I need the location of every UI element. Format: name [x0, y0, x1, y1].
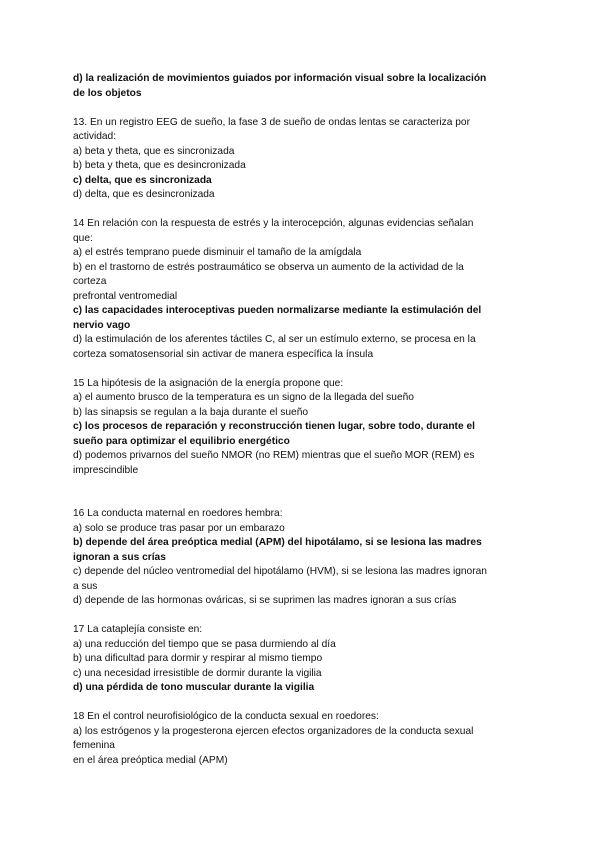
text-line: d) delta, que es desincronizada — [73, 189, 215, 200]
paragraph-gap — [73, 101, 533, 116]
correct-answer-line: c) las capacidades interoceptivas pueden normalizarse mediante la estimulación del — [73, 305, 482, 316]
text-line: 13. En un registro EEG de sueño, la fase 3 de sueño de ondas lentas se caracteriza por — [73, 116, 470, 128]
correct-answer-line: sueño para optimizar el equilibrio energético — [73, 435, 290, 447]
text-line: a sus — [73, 580, 98, 592]
text-line: b) beta y theta, que es desincronizada — [73, 160, 246, 171]
correct-answer-line: c) delta, que es sincronizada — [73, 174, 212, 186]
text-line: en el área preóptica medial (APM) — [73, 754, 228, 766]
text-line: b) en el trastorno de estrés postraumático se observa un aumento de la actividad de la — [73, 261, 464, 273]
correct-answer-line: nervio vago — [73, 319, 131, 331]
text-line: b) una dificultad para dormir y respirar al mismo tiempo — [73, 653, 323, 664]
text-line: 14 En relación con la respuesta de estrés y la interocepción, algunas evidencias señalan — [73, 218, 474, 229]
text-line: b) las sinapsis se regulan a la baja durante el sueño — [73, 406, 309, 418]
paragraph-gap — [73, 696, 533, 711]
paragraph-gap — [73, 478, 533, 507]
text-line: 18 En el control neurofisiológico de la conducta sexual en roedores: — [73, 711, 379, 722]
text-line: actividad: — [73, 131, 117, 142]
text-line: a) el aumento brusco de la temperatura es un signo de la llegada del sueño — [73, 392, 414, 403]
text-line: a) una reducción del tiempo que se pasa durmiendo al día — [73, 638, 336, 650]
text-line: a) el estrés temprano puede disminuir el tamaño de la amígdala — [73, 247, 362, 258]
correct-answer-line: c) los procesos de reparación y reconstrucción tienen lugar, sobre todo, durante el — [73, 421, 475, 432]
text-line: a) beta y theta, que es sincronizada — [73, 145, 235, 157]
text-line: imprescindible — [73, 464, 139, 476]
correct-answer-line: d) una pérdida de tono muscular durante la vigilia — [73, 682, 315, 693]
text-line: 15 La hipótesis de la asignación de la energía propone que: — [73, 377, 344, 389]
correct-answer-line: de los objetos — [73, 87, 142, 99]
paragraph-gap — [73, 362, 533, 377]
paragraph-gap — [73, 609, 533, 624]
text-line: c) depende del núcleo ventromedial del hipotálamo (HVM), si se lesiona las madres ignoran — [73, 566, 487, 577]
text-line: que: — [73, 232, 93, 244]
text-line: a) los estrógenos y la progesterona ejercen efectos organizadores de la conducta sexual — [73, 725, 474, 737]
text-line: a) solo se produce tras pasar por un embarazo — [73, 522, 285, 534]
correct-answer-line: d) la realización de movimientos guiados por información visual sobre la localización — [73, 73, 487, 84]
paragraph-gap — [73, 203, 533, 218]
text-line: 17 La cataplejía consiste en: — [73, 624, 203, 635]
text-line: 16 La conducta maternal en roedores hembra: — [73, 508, 283, 519]
correct-answer-line: ignoran a sus crías — [73, 551, 166, 563]
text-line: d) depende de las hormonas ováricas, si se suprimen las madres ignoran a sus crías — [73, 595, 457, 606]
text-line: femenina — [73, 740, 115, 751]
text-line: d) podemos privarnos del sueño NMOR (no REM) mientras que el sueño MOR (REM) es — [73, 450, 475, 461]
exam-questions — [73, 72, 533, 768]
text-line: prefrontal ventromedial — [73, 290, 178, 302]
text-line: d) la estimulación de los aferentes táctiles C, al ser un estímulo externo, se procesa en la — [73, 334, 476, 345]
text-line: corteza somatosensorial sin activar de manera específica la ínsula — [73, 348, 374, 360]
correct-answer-line: b) depende del área preóptica medial (APM) del hipotálamo, si se lesiona las madres — [73, 537, 482, 548]
text-line: corteza — [73, 276, 107, 287]
text-line: c) una necesidad irresistible de dormir durante la vigilia — [73, 667, 322, 679]
